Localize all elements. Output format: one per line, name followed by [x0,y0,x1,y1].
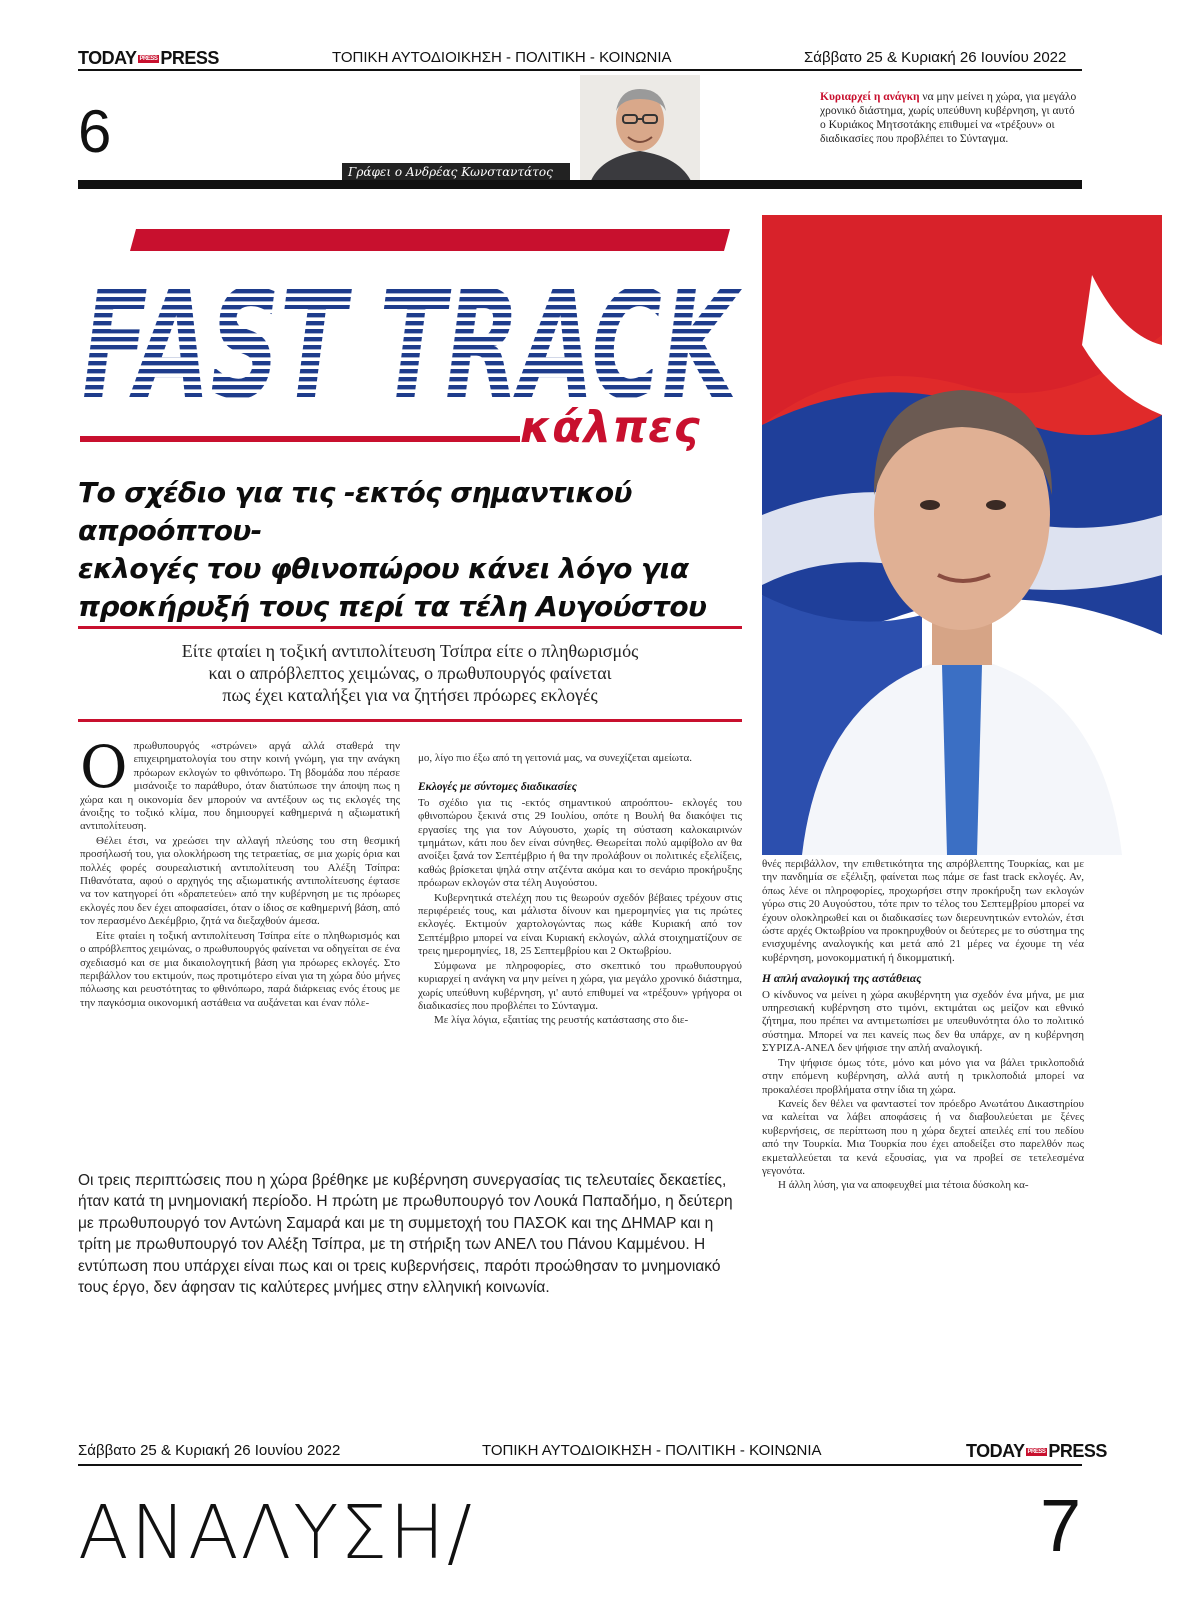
fast-track-title [78,225,748,405]
page-number-left: 6 [78,98,112,165]
article-paragraph: Σύμφωνα με πληροφορίες, στο σκεπτικό του πρωθυπουργού κυριαρχεί η ανάγκη να μην μείνει η χώρα, για μεγάλο χρονικό διάστημα, χωρίς υπεύθυνη κυβέρνηση, γι' αυτό επιθυμεί να «τρέξουν» γρήγορα οι διαδικασίες που προβλέπει το Σύνταγμα. [418,959,742,1012]
masthead-logo-bottom: TODAY PRESS PRESS [966,1441,1107,1461]
footer-rule [78,1464,1082,1466]
kalpes-word: κάλπες [520,402,701,453]
highlight-paragraph: Οι τρεις περιπτώσεις που η χώρα βρέθηκε με κυβέρνηση συνεργασίας τις τελευταίες δεκαετίες, ήταν κατά τη μνημονιακή περίοδο. Η πρώτη με πρωθυπουργό τον Λουκά Παπαδήμο, η δεύτερη με πρωθυπουργό τον Αντώνη Σαμαρά και με τη συμμετοχή του ΠΑΣΟΚ και της ΔΗΜΑΡ και η τρίτη με πρωθυπουργό τον Αλέξη Τσίπρα, με τη στήριξη των ΑΝΕΛ του Πάνου Καμμένου. Η εντύπωση που υπάρχει είναι πως και οι τρεις κυβερνήσεις, παρότι προώθησαν το μνημονιακό τους έργο, δεν άφησαν τις καλύτερες μνήμες στην ελληνική κοινωνία. [78,1172,733,1297]
dropcap: Ο [80,733,128,801]
prime-minister-photo [762,215,1162,855]
article-paragraph: Κυβερνητικά στελέχη που τις θεωρούν σχεδόν βέβαιες τρέχουν στις περιφέρειές τους, και μάλιστα δίνουν και ημερομηνίες για τις πρώτες εκλογές. Εκτιμούν χαρτολογώντας πως κάθε Κυριακή από τον Σεπτέμβριο μπορεί να είναι Κυριακή εκλογών, αλλά στοιχηματίζουν σε τρεις ημερομηνίες, 18, 25 Σεπτεμβρίου και 2 Οκτωβρίου. [418,891,742,958]
article-paragraph: θνές περιβάλλον, την επιθετικότητα της απρόβλεπτης Τουρκίας, και με την πανδημία σε εξέλιξη, φαίνεται πως πάμε σε fast track εκλογές. Αν, όπως λένε οι πληροφορίες, προχωρήσει στην προκήρυξη των εκλογών γύρω στις 20 Αυγούστου, τότε πριν το τέλος του Σεπτεμβρίου μπορεί να έχουν ολοκληρωθεί και οι διαδικασίες των διερευνητικών εντολών, έτσι ώστε αρχές Οκτωβρίου να προκηρυχθούν οι δεύτερες με το σύστημα της ενισχυμένης αναλογικής και μετά από 21 μέρες να έχουμε τη νέα κυβέρνηση, μονοκομματική ή δικομματική. [762,858,1084,964]
title-red-rule [80,436,520,442]
headline-line: Το σχέδιο για τις -εκτός σημαντικού απροόπτου- [78,476,632,547]
article-column-2 [418,752,742,1029]
headline-line: προκήρυξή τους περί τα τέλη Αυγούστου [78,590,707,623]
subheading-line: Είτε φταίει η τοξική αντιπολίτευση Τσίπρα είτε ο πληθωρισμός [181,641,639,661]
headline [78,474,748,626]
page-number-right: 7 [1040,1484,1082,1567]
subheading-rule-bottom [78,719,742,722]
subheading [80,640,740,706]
subheading-line: και ο απρόβλεπτος χειμώνας, ο πρωθυπουργός φαίνεται [208,663,612,683]
masthead-logo-top: TODAY PRESS PRESS [78,48,219,68]
article-paragraph: Η άλλη λύση, για να αποφευχθεί μια τέτοια δύσκολη κα- [778,1179,1029,1192]
article-paragraph: Το σχέδιο για τις -εκτός σημαντικού απροόπτου- εκλογές του φθινοπώρου ξεκινά στις 29 Ιουλίου, οπότε η Βουλή θα διακόψει τις εργασίες της για τον Αύγουστο, χωρίς τη σύσταση καλοκαιρινών τμημάτων, κάτι που δεν είναι σύνηθες. Θεωρείται πολύ αμφίβολο αν θα ανοίξει ξανά τον Σεπτέμβριο ή θα την προλάβουν οι πολιτικές εξελίξεις, καθώς βρίσκεται ψηλά στην ατζέντα ακόμα και το σενάριο προκήρυξης πρόωρων εκλογών στα τέλη Αυγούστου. [418,796,742,890]
headline-line: εκλογές του φθινοπώρου κάνει λόγο για [78,552,689,585]
header-thick-bar [78,180,1082,189]
article-paragraph: Κανείς δεν θέλει να φανταστεί τον πρόεδρο Ανωτάτου Δικαστηρίου να καλείται να λάβει αποφάσεις ή να διαβουλεύεται με ξένες κυβερνήσεις, σε περίπτωση που η χώρα δεχτεί απειλές επί του πεδίου από την Τουρκία. Μια Τουρκία που έχει αποδείξει στο παρελθόν πως εκμεταλλεύεται τα κενά εξουσίας, για να προβεί σε τετελεσμένα γεγονότα. [762,1097,1084,1177]
article-column-1 [80,733,400,1011]
subhead-short-procedures: Εκλογές με σύντομες διαδικασίες [418,781,577,794]
byline: Γράφει ο Ανδρέας Κωνσταντάτος [342,163,570,181]
header-date-bottom: Σάββατο 25 & Κυριακή 26 Ιουνίου 2022 [78,1442,341,1459]
pull-quote-highlight: Κυριαρχεί η ανάγκη [820,91,920,103]
pull-quote-text: να μην μείνει η χώρα, για μεγάλο χρονικό διάστημα, χωρίς υπεύθυνη κυβέρνηση, γι αυτό ο Κυριάκος Μητσοτάκης επιθυμεί να «τρέξουν» οι διαδικασίες που προβλέπει το Σύνταγμα. [820,91,1077,145]
pull-quote [820,90,1080,146]
article-paragraph: Την ψήφισε όμως τότε, μόνο και μόνο για να βάλει τρικλοποδιά στην επόμενη κυβέρνηση, αλλά αυτή η τρικλοποδιά μπορεί να προκαλέσει προβλήματα στην ίδια τη χώρα. [762,1056,1084,1096]
header-section-top: ΤΟΠΙΚΗ ΑΥΤΟΔΙΟΙΚΗΣΗ - ΠΟΛΙΤΙΚΗ - ΚΟΙΝΩΝΙΑ [332,49,672,66]
article-paragraph: Είτε φταίει η τοξική αντιπολίτευση Τσίπρα είτε ο πληθωρισμός και ο απρόβλεπτος χειμώνας, ο πρωθυπουργός φαίνεται να οδηγείται σε ένα σχεδιασμό και σε μια δικαιολογητική βάση για πρόωρες εκλογές. Στο περιβάλλον του εκτιμούν, πως προτιμότερο είναι για τη χώρα δύο μήνες πόλωσης και ρευστότητας το φθινόπωρο, παρά διάρκειας ενός έτους με την παγκόσμια οικονομική αστάθεια να αυξάνεται και έναν πόλε- [80,929,400,1009]
header-section-bottom: ΤΟΠΙΚΗ ΑΥΤΟΔΙΟΙΚΗΣΗ - ΠΟΛΙΤΙΚΗ - ΚΟΙΝΩΝΙΑ [482,1442,822,1459]
header-rule [78,69,1082,71]
subheading-line: πως έχει καταλήξει για να ζητήσει πρόωρες εκλογές [222,685,598,705]
header-date-top: Σάββατο 25 & Κυριακή 26 Ιουνίου 2022 [804,49,1067,66]
section-title-analysis: ΑΝΑΛΥΣΗ/ [78,1490,474,1576]
article-paragraph: πρωθυπουργός «στρώνει» αργά αλλά σταθερά την επιχειρηματολογία του στην κοινή γνώμη, για την ανάγκη πρόωρων εκλογών το φθινόπωρο. Τη βδομάδα που πέρασε μισάνοιξε το παράθυρο, όταν διατύπωσε την άποψη πως η χώρα και η οικονομία δεν μπορούν να αντέξουν ως τις εκλογές της άνοιξης το τοξικό κλίμα, που δημιουργεί καθημερινά η αξιωματική αντιπολίτευση. [80,740,400,833]
article-column-3 [762,858,1084,1194]
article-paragraph: Θέλει έτσι, να χρεώσει την αλλαγή πλεύσης του στη θεσμική προσήλωσή του, για ολοκλήρωση της τετραετίας, σε μια χωρίς όρια και πολλές φορές σουρεαλιστική αντιπολίτευση του Αλέξη Τσίπρα: Πιθανότατα, αφού ο αρχηγός της αξιωματικής αντιπολίτευσης έφτασε να τον κατηγορεί ότι «δραπετεύει» από την κυβέρνηση με τις πρόωρες εκλογές που δεν έχει αποφασίσει, όταν ο ίδιος σε καθημερινή βάση, από τον περασμένο Δεκέμβριο, ζητά να διεξαχθούν άμεσα. [80,834,400,928]
article-paragraph: Με λίγα λόγια, εξαιτίας της ρευστής κατάστασης στο διε- [434,1014,689,1027]
fast-track-text: FAST TRACK [82,259,744,405]
article-paragraph: Ο κίνδυνος να μείνει η χώρα ακυβέρνητη για σχεδόν ένα μήνα, με μια υπηρεσιακή κυβέρνηση στο τιμόνι, εκτιμάται ως μείζον και εθνικό ζήτημα, που πρέπει να αντιμετωπίσει με υπευθυνότητα όλο το πολιτικό σύστημα. Μπορεί να πει κανείς πως δεν θα υπάρχε, αν η κυβέρνηση ΣΥΡΙΖΑ-ΑΝΕΛ δεν ψήφισε την απλή αναλογική. [762,988,1084,1055]
subheading-rule-top [78,626,742,629]
subhead-proportional-instability: Η απλή αναλογική της αστάθειας [762,973,922,986]
author-portrait [580,75,700,183]
article-paragraph: μο, λίγο πιο έξω από τη γειτονιά μας, να συνεχίζεται αμείωτα. [418,752,692,764]
